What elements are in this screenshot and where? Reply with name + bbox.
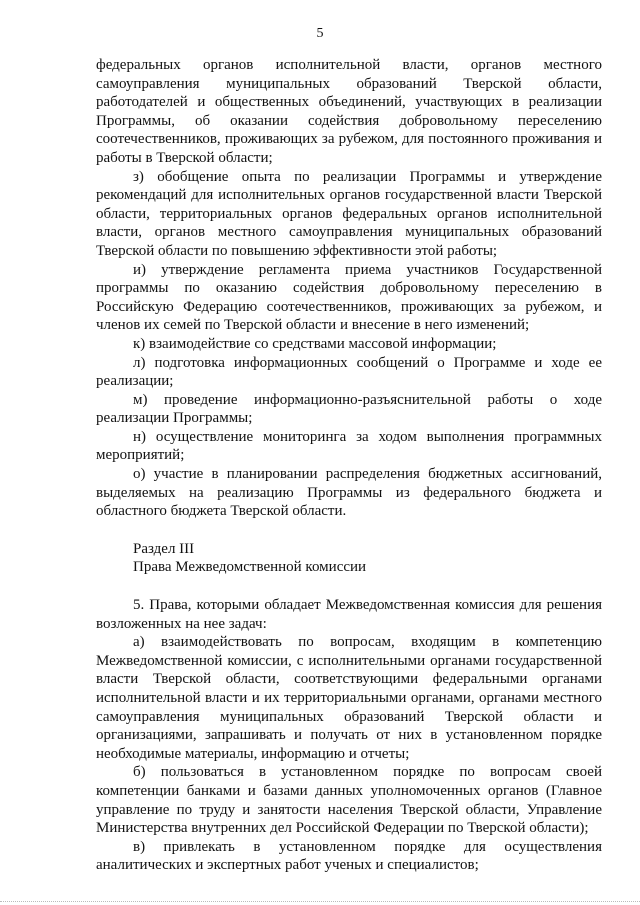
document-body <box>96 56 602 875</box>
paragraph-item-z: з) обобщение опыта по реализации Программы и утверждение рекомендаций для исполнительных органов государственной власти Тверской области, территориальных органов федеральных органов исполнительной власти, органов местного самоуправления муниципальных образований Тверской области по повышению эффективности этой работы; <box>96 168 602 259</box>
scan-edge-bottom <box>0 901 640 905</box>
paragraph-item-k: к) взаимодействие со средствами массовой информации; <box>133 335 497 352</box>
paragraph-item-o: о) участие в планировании распределения бюджетных ассигнований, выделяемых на реализацию Программы из федерального бюджета и областного бюджета Тверской области. <box>96 466 602 520</box>
paragraph-item-n: н) осуществление мониторинга за ходом выполнения программных мероприятий; <box>96 428 602 464</box>
section-heading-block <box>96 540 602 577</box>
page-number: 5 <box>316 26 324 41</box>
scan-edge-top <box>0 0 640 2</box>
section-number: Раздел III <box>133 540 195 557</box>
paragraph: федеральных органов исполнительной власти, органов местного самоуправления муниципальных образований Тверской области, работодателей и общественных объединений, участвующих в реализации Программы, об оказании содействия добровольному переселению соотечественников, проживающих за рубежом, для постоянного проживания и работы в Тверской области; <box>96 57 602 166</box>
paragraph-item-v: в) привлекать в установленном порядке для осуществления аналитических и экспертных работ ученых и специалистов; <box>96 838 602 874</box>
paragraph-clause-5: 5. Права, которыми обладает Межведомственная комиссия для решения возложенных на нее задач: <box>96 597 602 632</box>
paragraph-item-l: л) подготовка информационных сообщений о Программе и ходе ее реализации; <box>96 354 602 390</box>
paragraph-item-b: б) пользоваться в установленном порядке по вопросам своей компетенции банками и базами данных уполномоченных органов (Главное управление по труду и занятости населения Тверской области, Управление Министерства внутренних дел Российской Федерации по Тверской области); <box>96 764 602 837</box>
paragraph-item-a: а) взаимодействовать по вопросам, входящим в компетенцию Межведомственной комиссии, с исполнительными органами государственной власти Тверской области, соответствующими федеральными органами исполнительной власти и их территориальными органами, органами местного самоуправления муниципальных образований Тверской области и организациями, запрашивать и получать от них в установленном порядке необходимые материалы, информацию и отчеты; <box>96 634 602 762</box>
paragraph-item-i: и) утверждение регламента приема участников Государственной программы по оказанию содействия добровольному переселению в Российскую Федерацию соотечественников, проживающих за рубежом, и членов их семей по Тверской области и внесение в него изменений; <box>96 261 602 334</box>
paragraph-item-m: м) проведение информационно-разъяснительной работы о ходе реализации Программы; <box>96 391 602 427</box>
section-title: Права Межведомственной комиссии <box>133 559 367 576</box>
